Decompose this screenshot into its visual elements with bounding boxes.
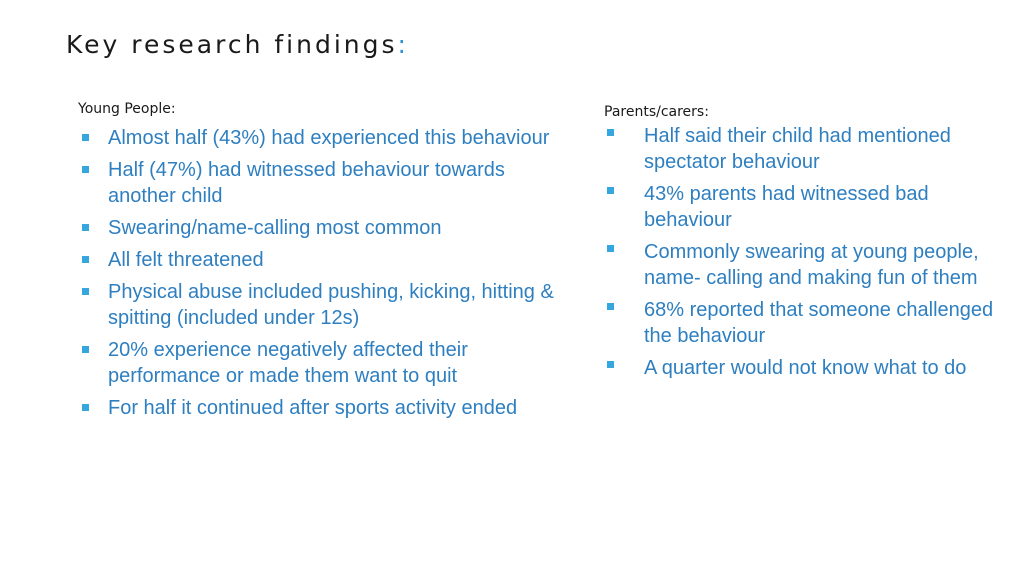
list-item: [604, 239, 1004, 291]
square-bullet-icon: [82, 288, 89, 295]
list-item-text: Almost half (43%) had experienced this behaviour: [108, 127, 550, 149]
list-item-text: 68% reported that someone challenged the behaviour: [644, 299, 994, 347]
list-item: [604, 355, 1004, 381]
list-item: [78, 395, 578, 421]
square-bullet-icon: [82, 224, 89, 231]
young-people-column: [78, 101, 578, 427]
square-bullet-icon: [607, 129, 614, 136]
list-item: [78, 279, 578, 331]
slide-title-colon: :: [397, 30, 409, 59]
square-bullet-icon: [82, 256, 89, 263]
list-item-text: All felt threatened: [108, 249, 264, 271]
list-item-text: 20% experience negatively affected their performance or made them want to quit: [108, 339, 468, 387]
square-bullet-icon: [607, 187, 614, 194]
list-item: [604, 297, 1004, 349]
slide-title-text: Key research findings: [66, 30, 398, 59]
list-item-text: Swearing/name-calling most common: [108, 217, 442, 239]
list-item-text: A quarter would not know what to do: [644, 357, 967, 379]
young-people-list: [78, 125, 578, 421]
list-item-text: 43% parents had witnessed bad behaviour: [644, 183, 929, 231]
square-bullet-icon: [82, 134, 89, 141]
list-item-text: Half said their child had mentioned spectator behaviour: [644, 125, 951, 173]
square-bullet-icon: [82, 346, 89, 353]
square-bullet-icon: [607, 245, 614, 252]
list-item: [78, 215, 578, 241]
list-item-text: For half it continued after sports activity ended: [108, 397, 518, 419]
square-bullet-icon: [82, 404, 89, 411]
list-item: [604, 181, 1004, 233]
list-item-text: Physical abuse included pushing, kicking, hitting & spitting (included under 12s): [108, 281, 554, 329]
square-bullet-icon: [607, 361, 614, 368]
young-people-heading: Young People:: [78, 101, 176, 117]
list-item-text: Commonly swearing at young people, name- calling and making fun of them: [644, 241, 979, 289]
parents-carers-column: [604, 104, 1004, 387]
slide-title: [66, 30, 409, 59]
list-item: [78, 247, 578, 273]
list-item: [78, 125, 578, 151]
square-bullet-icon: [607, 303, 614, 310]
list-item: [78, 157, 578, 209]
square-bullet-icon: [82, 166, 89, 173]
list-item: [78, 337, 578, 389]
list-item-text: Half (47%) had witnessed behaviour towards another child: [108, 159, 505, 207]
parents-carers-list: [604, 123, 1004, 381]
list-item: [604, 123, 1004, 175]
parents-carers-heading: Parents/carers:: [604, 104, 709, 120]
